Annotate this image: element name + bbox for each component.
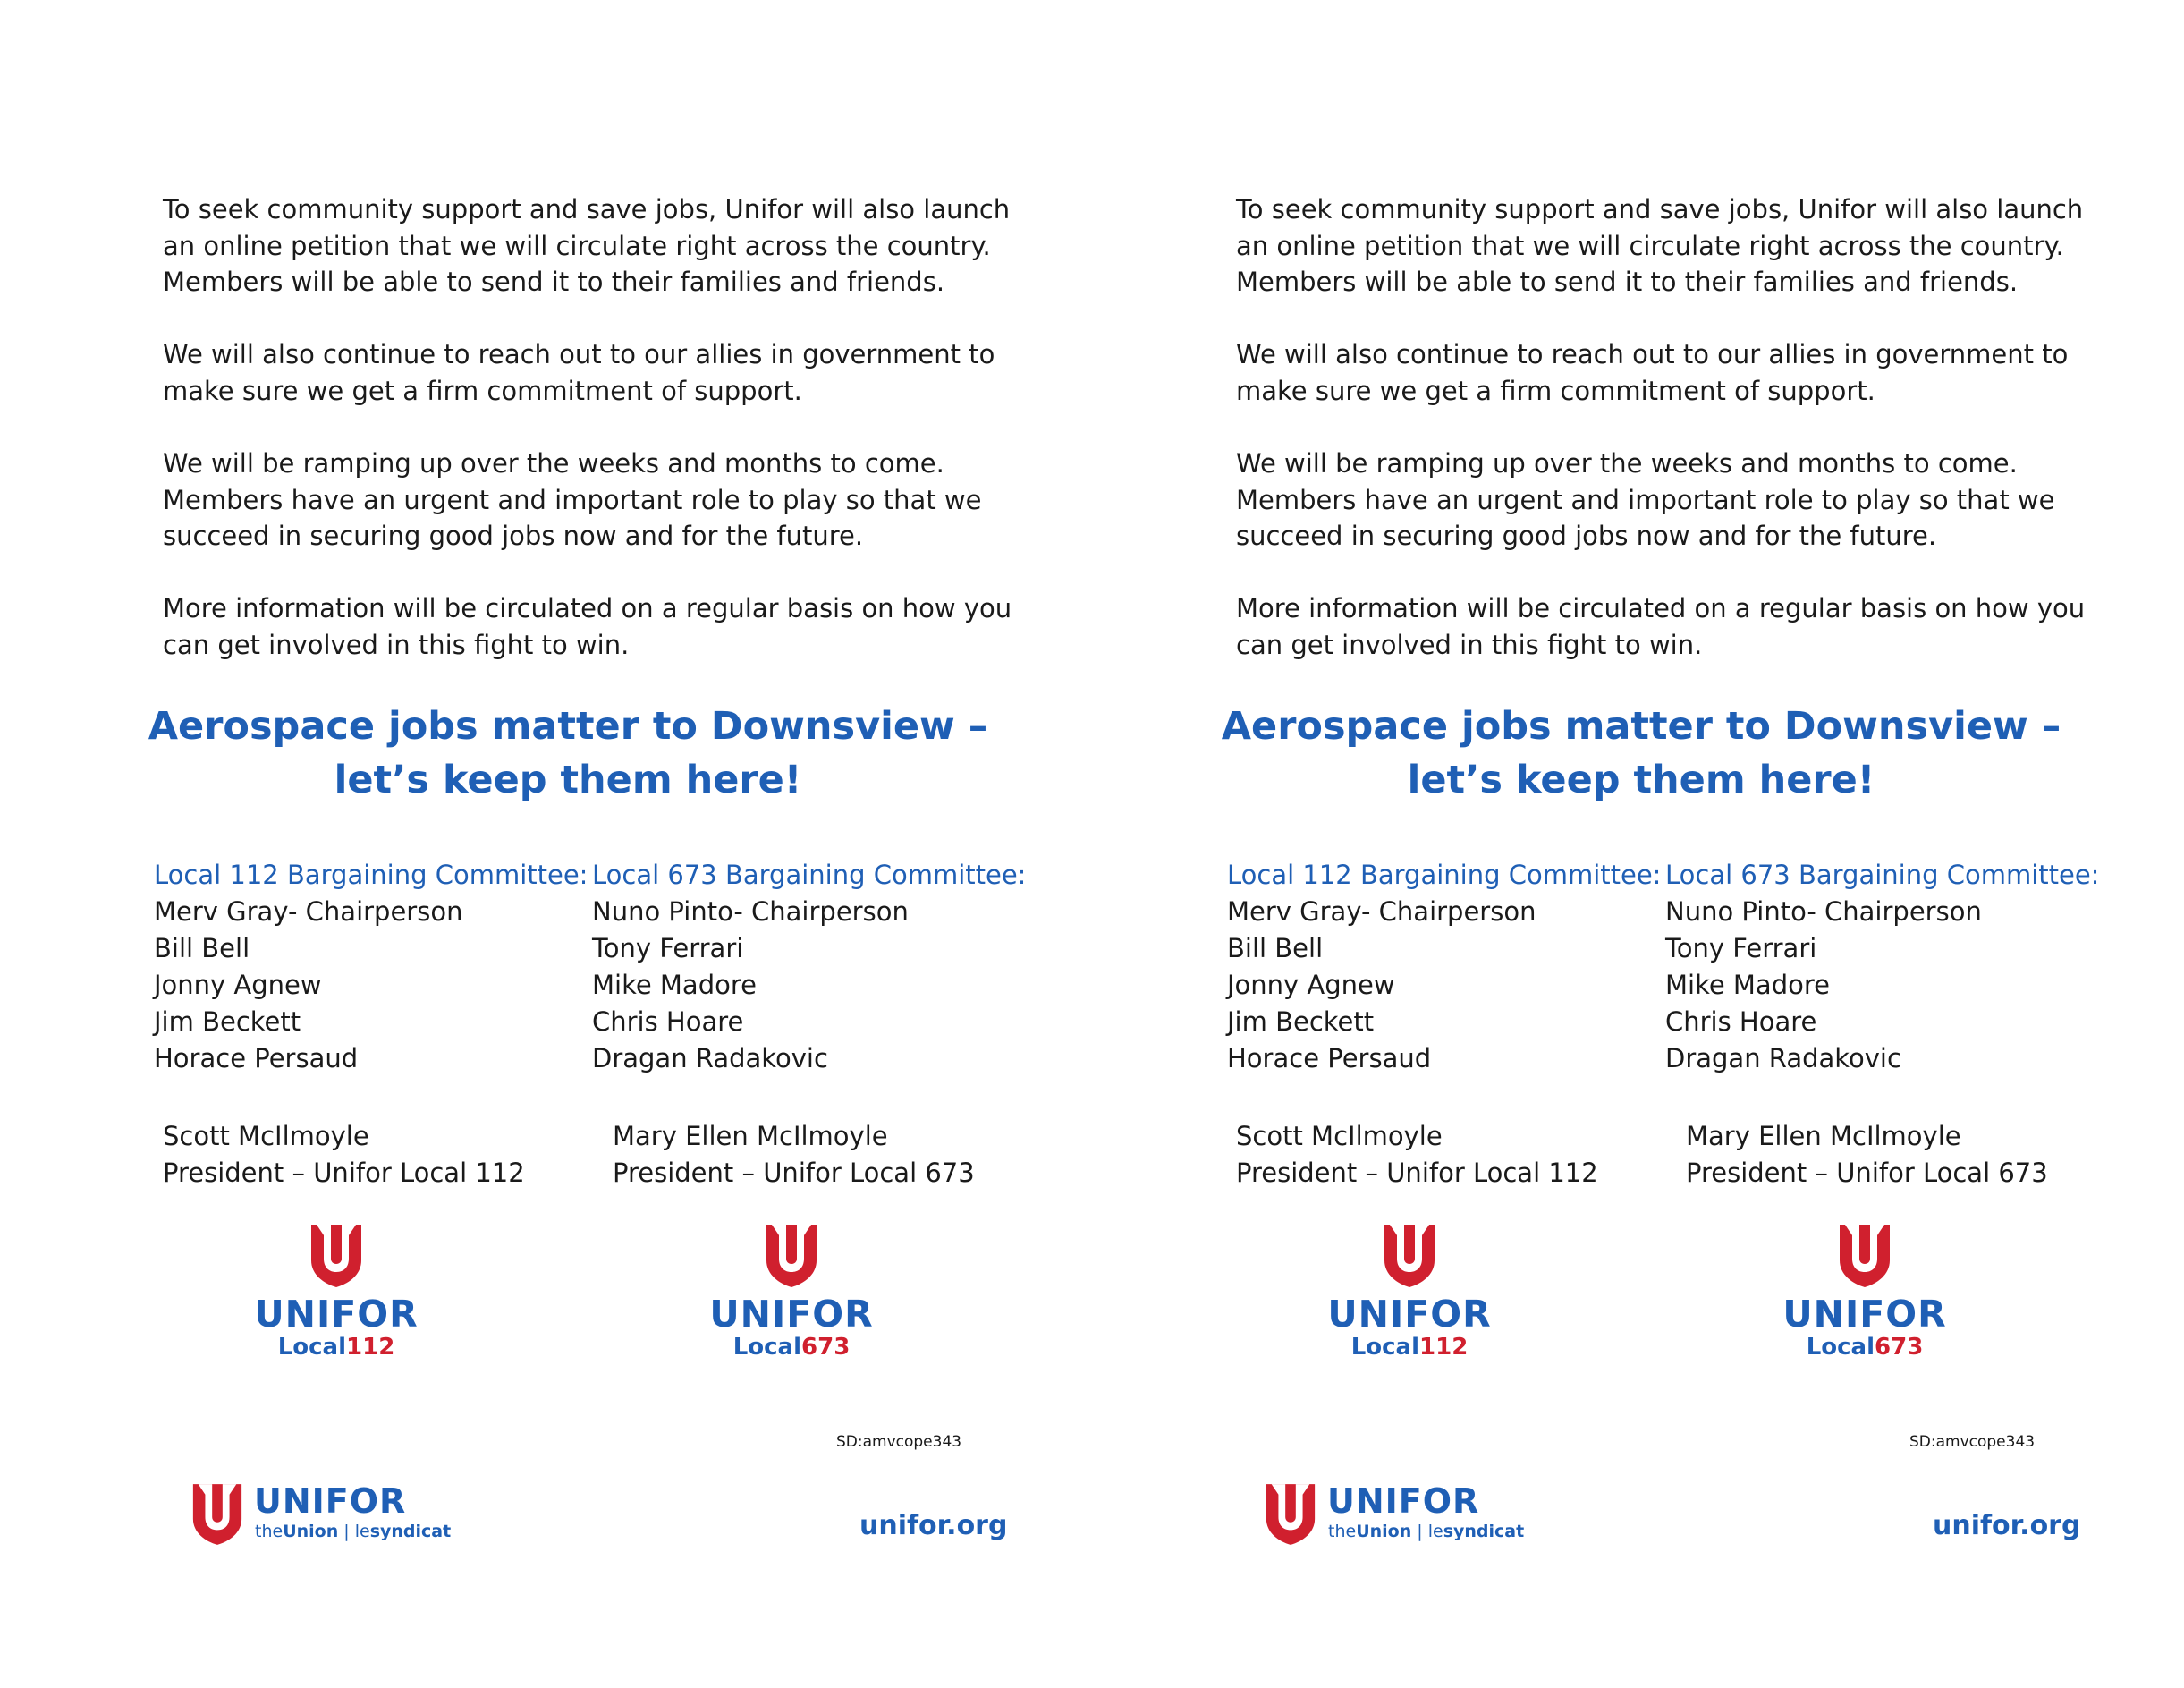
unifor-shield-icon (1836, 1221, 1893, 1289)
headline (1198, 700, 2084, 807)
unifor-shield-icon (190, 1480, 245, 1547)
committee-member: Tony Ferrari (592, 933, 744, 963)
committee-member: Tony Ferrari (1665, 933, 1817, 963)
sd-code: SD:amvcope343 (836, 1433, 962, 1451)
signer-name: Scott McIlmoyle (163, 1121, 369, 1151)
local-number: 112 (1419, 1334, 1469, 1361)
local-number: 112 (346, 1334, 395, 1361)
signature-local-673 (1686, 1118, 2048, 1192)
unifor-local-112-logo (1320, 1221, 1499, 1361)
local-number-label (247, 1334, 426, 1361)
signer-role: President – Unifor Local 673 (1686, 1158, 2048, 1188)
unifor-wordmark: UNIFOR (254, 1293, 419, 1336)
paragraph-ramping-up: We will be ramping up over the weeks and months to come. Members have an urgent and important role to play so that we succeed in securing good jobs now and for the future. (1236, 448, 2055, 551)
tagline-the: the (255, 1522, 284, 1541)
signer-role: President – Unifor Local 673 (613, 1158, 975, 1188)
tagline-syndicat: syndicat (1443, 1522, 1525, 1541)
local-word: Local (277, 1334, 347, 1361)
signer-role: President – Unifor Local 112 (163, 1158, 525, 1188)
local-number-label (1320, 1334, 1499, 1361)
committee-local-112 (1227, 857, 1661, 1077)
headline (125, 700, 1011, 807)
committee-member: Nuno Pinto- Chairperson (592, 896, 909, 927)
sd-code: SD:amvcope343 (1909, 1433, 2036, 1451)
signer-name: Mary Ellen McIlmoyle (613, 1121, 888, 1151)
unifor-wordmark: UNIFOR (709, 1293, 874, 1336)
unifor-wordmark: UNIFOR (1327, 1293, 1492, 1336)
committee-title: Local 673 Bargaining Committee: (1665, 860, 2100, 890)
headline-line-2: let’s keep them here! (334, 758, 802, 802)
tagline-separator: | (1411, 1522, 1428, 1541)
committee-member: Chris Hoare (592, 1006, 744, 1037)
paragraph-government: We will also continue to reach out to our allies in government to make sure we get a firm commitment of support. (1236, 339, 2069, 406)
unifor-shield-icon (1263, 1480, 1318, 1547)
committee-title: Local 673 Bargaining Committee: (592, 860, 1027, 890)
signer-name: Mary Ellen McIlmoyle (1686, 1121, 1961, 1151)
local-word: Local (1350, 1334, 1420, 1361)
signer-role: President – Unifor Local 112 (1236, 1158, 1598, 1188)
committee-member: Dragan Radakovic (592, 1043, 828, 1073)
unifor-footer-logo (190, 1480, 458, 1552)
committee-member: Horace Persaud (154, 1043, 359, 1073)
website-link[interactable]: unifor.org (1933, 1510, 2081, 1541)
unifor-shield-icon (763, 1221, 820, 1289)
unifor-footer-logo (1263, 1480, 1531, 1552)
unifor-local-673-logo (702, 1221, 881, 1361)
flyer-right (1073, 0, 2165, 1688)
committee-member: Jim Beckett (1227, 1006, 1375, 1037)
committee-member: Merv Gray- Chairperson (154, 896, 463, 927)
tagline-syndicat: syndicat (369, 1522, 452, 1541)
headline-line-1: Aerospace jobs matter to Downsview – (148, 704, 988, 749)
local-word: Local (732, 1334, 802, 1361)
unifor-wordmark: UNIFOR (1782, 1293, 1947, 1336)
tagline-separator: | (338, 1522, 355, 1541)
committee-member: Merv Gray- Chairperson (1227, 896, 1536, 927)
website-link[interactable]: unifor.org (859, 1510, 1008, 1541)
signature-local-112 (163, 1118, 525, 1192)
committee-member: Bill Bell (154, 933, 250, 963)
unifor-shield-icon (1381, 1221, 1438, 1289)
tagline-le: le (1427, 1522, 1443, 1541)
unifor-local-673-logo (1775, 1221, 1954, 1361)
local-word: Local (1806, 1334, 1875, 1361)
tagline-le: le (354, 1522, 370, 1541)
committee-local-673 (592, 857, 1026, 1077)
paragraph-petition: To seek community support and save jobs, Unifor will also launch an online petition that we will circulate right across the country. Members will be able to send it to their families and friends. (163, 194, 1011, 297)
committee-local-673 (1665, 857, 2099, 1077)
committee-local-112 (154, 857, 588, 1077)
paragraph-government: We will also continue to reach out to our allies in government to make sure we get a firm commitment of support. (163, 339, 995, 406)
committee-member: Mike Madore (592, 970, 757, 1000)
local-number: 673 (801, 1334, 851, 1361)
unifor-local-112-logo (247, 1221, 426, 1361)
local-number: 673 (1875, 1334, 1924, 1361)
unifor-wordmark: UNIFOR (254, 1481, 407, 1521)
committee-title: Local 112 Bargaining Committee: (154, 860, 588, 890)
headline-line-1: Aerospace jobs matter to Downsview – (1221, 704, 2061, 749)
committee-member: Chris Hoare (1665, 1006, 1817, 1037)
paragraph-more-info: More information will be circulated on a regular basis on how you can get involved in this fight to win. (1236, 593, 2086, 660)
signature-local-673 (613, 1118, 975, 1192)
committee-member: Nuno Pinto- Chairperson (1665, 896, 1982, 927)
committee-member: Bill Bell (1227, 933, 1324, 963)
committee-member: Mike Madore (1665, 970, 1830, 1000)
paragraph-ramping-up: We will be ramping up over the weeks and months to come. Members have an urgent and important role to play so that we succeed in securing good jobs now and for the future. (163, 448, 982, 551)
committee-member: Horace Persaud (1227, 1043, 1432, 1073)
union-tagline (255, 1522, 451, 1541)
local-number-label (1775, 1334, 1954, 1361)
committee-member: Jonny Agnew (154, 970, 322, 1000)
committee-member: Jonny Agnew (1227, 970, 1395, 1000)
committee-title: Local 112 Bargaining Committee: (1227, 860, 1662, 890)
signature-local-112 (1236, 1118, 1598, 1192)
tagline-union: Union (1356, 1522, 1412, 1541)
committee-member: Dragan Radakovic (1665, 1043, 1901, 1073)
paragraph-petition: To seek community support and save jobs, Unifor will also launch an online petition that we will circulate right across the country. Members will be able to send it to their families and friends. (1236, 194, 2084, 297)
tagline-the: the (1328, 1522, 1357, 1541)
unifor-wordmark: UNIFOR (1327, 1481, 1480, 1521)
committee-member: Jim Beckett (154, 1006, 301, 1037)
unifor-shield-icon (308, 1221, 365, 1289)
signer-name: Scott McIlmoyle (1236, 1121, 1443, 1151)
local-number-label (702, 1334, 881, 1361)
paragraph-more-info: More information will be circulated on a regular basis on how you can get involved in this fight to win. (163, 593, 1012, 660)
union-tagline (1328, 1522, 1524, 1541)
headline-line-2: let’s keep them here! (1407, 758, 1875, 802)
tagline-union: Union (283, 1522, 339, 1541)
